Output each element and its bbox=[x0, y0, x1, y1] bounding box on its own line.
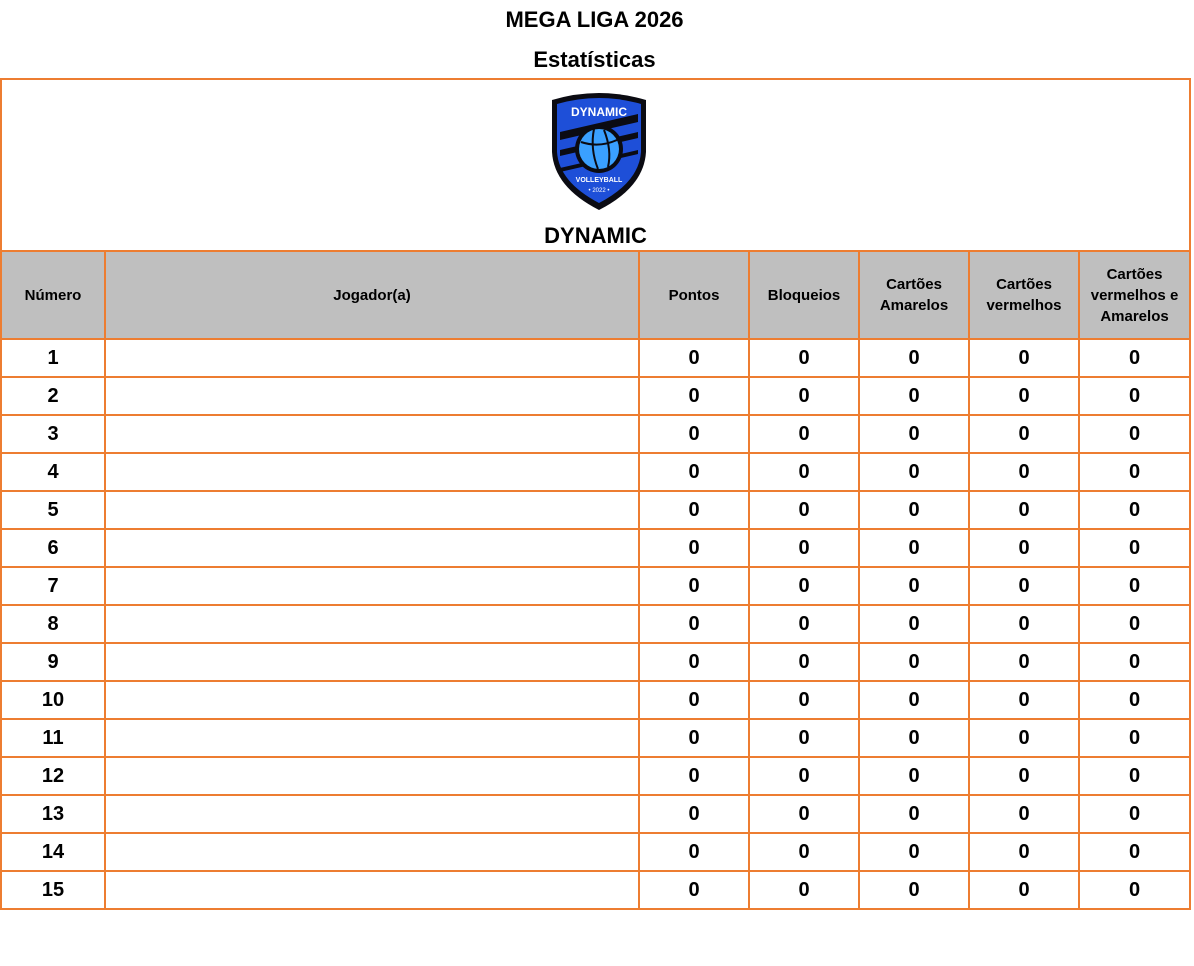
cell-cartoes-amarelos: 0 bbox=[859, 681, 969, 719]
cell-bloqueios: 0 bbox=[749, 871, 859, 909]
stats-table bbox=[0, 78, 1191, 910]
table-row bbox=[1, 529, 1190, 567]
team-name: DYNAMIC bbox=[544, 223, 647, 248]
cell-cartoes-vermelhos-amarelos: 0 bbox=[1079, 377, 1190, 415]
cell-cartoes-vermelhos: 0 bbox=[969, 453, 1079, 491]
cell-bloqueios: 0 bbox=[749, 643, 859, 681]
table-row bbox=[1, 871, 1190, 909]
cell-bloqueios: 0 bbox=[749, 719, 859, 757]
column-header-numero: Número bbox=[1, 251, 105, 339]
cell-cartoes-vermelhos: 0 bbox=[969, 605, 1079, 643]
cell-cartoes-amarelos: 0 bbox=[859, 757, 969, 795]
cell-cartoes-vermelhos-amarelos: 0 bbox=[1079, 833, 1190, 871]
cell-bloqueios: 0 bbox=[749, 529, 859, 567]
cell-bloqueios: 0 bbox=[749, 453, 859, 491]
column-header-bloqueios: Bloqueios bbox=[749, 251, 859, 339]
cell-bloqueios: 0 bbox=[749, 605, 859, 643]
table-row bbox=[1, 491, 1190, 529]
cell-jogador[interactable] bbox=[105, 567, 639, 605]
cell-cartoes-amarelos: 0 bbox=[859, 795, 969, 833]
cell-pontos: 0 bbox=[639, 567, 749, 605]
cell-numero: 2 bbox=[1, 377, 105, 415]
cell-bloqueios: 0 bbox=[749, 795, 859, 833]
cell-jogador[interactable] bbox=[105, 529, 639, 567]
cell-pontos: 0 bbox=[639, 529, 749, 567]
cell-pontos: 0 bbox=[639, 453, 749, 491]
cell-jogador[interactable] bbox=[105, 871, 639, 909]
cell-bloqueios: 0 bbox=[749, 833, 859, 871]
cell-jogador[interactable] bbox=[105, 643, 639, 681]
cell-bloqueios: 0 bbox=[749, 757, 859, 795]
logo-sport-text: VOLLEYBALL bbox=[575, 177, 623, 184]
cell-numero: 12 bbox=[1, 757, 105, 795]
cell-cartoes-vermelhos-amarelos: 0 bbox=[1079, 491, 1190, 529]
cell-cartoes-vermelhos: 0 bbox=[969, 339, 1079, 377]
cell-numero: 11 bbox=[1, 719, 105, 757]
column-header-cartoes-vermelhos-amarelos: Cartões vermelhos e Amarelos bbox=[1079, 251, 1190, 339]
cell-numero: 1 bbox=[1, 339, 105, 377]
cell-pontos: 0 bbox=[639, 415, 749, 453]
table-row bbox=[1, 719, 1190, 757]
cell-cartoes-vermelhos-amarelos: 0 bbox=[1079, 453, 1190, 491]
table-row bbox=[1, 377, 1190, 415]
cell-jogador[interactable] bbox=[105, 605, 639, 643]
cell-cartoes-amarelos: 0 bbox=[859, 871, 969, 909]
cell-cartoes-vermelhos-amarelos: 0 bbox=[1079, 605, 1190, 643]
cell-pontos: 0 bbox=[639, 719, 749, 757]
cell-cartoes-vermelhos-amarelos: 0 bbox=[1079, 415, 1190, 453]
cell-bloqueios: 0 bbox=[749, 377, 859, 415]
cell-numero: 9 bbox=[1, 643, 105, 681]
cell-bloqueios: 0 bbox=[749, 567, 859, 605]
page-subtitle: Estatísticas bbox=[533, 47, 656, 72]
cell-numero: 8 bbox=[1, 605, 105, 643]
cell-cartoes-vermelhos: 0 bbox=[969, 377, 1079, 415]
cell-cartoes-vermelhos: 0 bbox=[969, 415, 1079, 453]
table-row bbox=[1, 567, 1190, 605]
cell-cartoes-vermelhos-amarelos: 0 bbox=[1079, 529, 1190, 567]
table-row bbox=[1, 415, 1190, 453]
cell-cartoes-amarelos: 0 bbox=[859, 491, 969, 529]
cell-pontos: 0 bbox=[639, 871, 749, 909]
cell-pontos: 0 bbox=[639, 605, 749, 643]
cell-numero: 5 bbox=[1, 491, 105, 529]
cell-cartoes-vermelhos-amarelos: 0 bbox=[1079, 795, 1190, 833]
cell-jogador[interactable] bbox=[105, 719, 639, 757]
cell-numero: 14 bbox=[1, 833, 105, 871]
cell-pontos: 0 bbox=[639, 491, 749, 529]
page-title: MEGA LIGA 2026 bbox=[505, 7, 684, 32]
cell-jogador[interactable] bbox=[105, 415, 639, 453]
cell-jogador[interactable] bbox=[105, 757, 639, 795]
cell-cartoes-vermelhos-amarelos: 0 bbox=[1079, 719, 1190, 757]
cell-jogador[interactable] bbox=[105, 795, 639, 833]
cell-numero: 3 bbox=[1, 415, 105, 453]
cell-jogador[interactable] bbox=[105, 339, 639, 377]
cell-cartoes-vermelhos: 0 bbox=[969, 491, 1079, 529]
column-header-pontos: Pontos bbox=[639, 251, 749, 339]
table-row bbox=[1, 681, 1190, 719]
cell-pontos: 0 bbox=[639, 643, 749, 681]
cell-numero: 7 bbox=[1, 567, 105, 605]
cell-numero: 10 bbox=[1, 681, 105, 719]
cell-pontos: 0 bbox=[639, 377, 749, 415]
cell-cartoes-amarelos: 0 bbox=[859, 415, 969, 453]
cell-cartoes-amarelos: 0 bbox=[859, 453, 969, 491]
table-row bbox=[1, 833, 1190, 871]
cell-cartoes-vermelhos: 0 bbox=[969, 681, 1079, 719]
team-logo bbox=[546, 92, 652, 212]
cell-cartoes-vermelhos: 0 bbox=[969, 643, 1079, 681]
cell-numero: 4 bbox=[1, 453, 105, 491]
logo-year-text: • 2022 • bbox=[588, 188, 610, 194]
table-row bbox=[1, 605, 1190, 643]
cell-cartoes-amarelos: 0 bbox=[859, 567, 969, 605]
cell-cartoes-amarelos: 0 bbox=[859, 833, 969, 871]
cell-cartoes-vermelhos: 0 bbox=[969, 529, 1079, 567]
cell-cartoes-vermelhos-amarelos: 0 bbox=[1079, 871, 1190, 909]
cell-cartoes-vermelhos: 0 bbox=[969, 567, 1079, 605]
cell-cartoes-amarelos: 0 bbox=[859, 605, 969, 643]
table-header-row bbox=[1, 251, 1190, 339]
table-row bbox=[1, 757, 1190, 795]
logo-text: DYNAMIC bbox=[571, 105, 627, 119]
cell-pontos: 0 bbox=[639, 681, 749, 719]
team-banner bbox=[1, 79, 1190, 251]
cell-jogador[interactable] bbox=[105, 681, 639, 719]
cell-cartoes-vermelhos-amarelos: 0 bbox=[1079, 757, 1190, 795]
cell-cartoes-amarelos: 0 bbox=[859, 643, 969, 681]
column-header-jogador: Jogador(a) bbox=[105, 251, 639, 339]
cell-cartoes-vermelhos-amarelos: 0 bbox=[1079, 681, 1190, 719]
cell-cartoes-vermelhos-amarelos: 0 bbox=[1079, 567, 1190, 605]
cell-jogador[interactable] bbox=[105, 377, 639, 415]
cell-jogador[interactable] bbox=[105, 491, 639, 529]
cell-cartoes-vermelhos: 0 bbox=[969, 833, 1079, 871]
table-row bbox=[1, 795, 1190, 833]
cell-cartoes-amarelos: 0 bbox=[859, 339, 969, 377]
table-row bbox=[1, 339, 1190, 377]
cell-cartoes-vermelhos: 0 bbox=[969, 795, 1079, 833]
cell-cartoes-vermelhos-amarelos: 0 bbox=[1079, 643, 1190, 681]
column-header-cartoes-amarelos: Cartões Amarelos bbox=[859, 251, 969, 339]
cell-cartoes-vermelhos: 0 bbox=[969, 719, 1079, 757]
column-header-cartoes-vermelhos: Cartões vermelhos bbox=[969, 251, 1079, 339]
cell-pontos: 0 bbox=[639, 795, 749, 833]
cell-bloqueios: 0 bbox=[749, 681, 859, 719]
table-row bbox=[1, 453, 1190, 491]
cell-cartoes-amarelos: 0 bbox=[859, 529, 969, 567]
cell-cartoes-amarelos: 0 bbox=[859, 377, 969, 415]
cell-pontos: 0 bbox=[639, 833, 749, 871]
table-row bbox=[1, 643, 1190, 681]
cell-numero: 15 bbox=[1, 871, 105, 909]
cell-pontos: 0 bbox=[639, 339, 749, 377]
cell-cartoes-vermelhos: 0 bbox=[969, 871, 1079, 909]
cell-pontos: 0 bbox=[639, 757, 749, 795]
cell-bloqueios: 0 bbox=[749, 491, 859, 529]
cell-numero: 13 bbox=[1, 795, 105, 833]
cell-bloqueios: 0 bbox=[749, 415, 859, 453]
cell-numero: 6 bbox=[1, 529, 105, 567]
cell-cartoes-vermelhos-amarelos: 0 bbox=[1079, 339, 1190, 377]
cell-cartoes-vermelhos: 0 bbox=[969, 757, 1079, 795]
cell-cartoes-amarelos: 0 bbox=[859, 719, 969, 757]
cell-jogador[interactable] bbox=[105, 453, 639, 491]
cell-jogador[interactable] bbox=[105, 833, 639, 871]
cell-bloqueios: 0 bbox=[749, 339, 859, 377]
